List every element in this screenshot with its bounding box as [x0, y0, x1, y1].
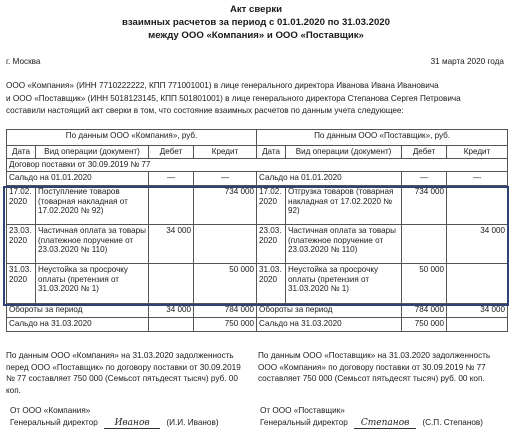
row-operation: Неустойка за просрочку оплаты (претензия от 31.03.2020 № 1) — [36, 264, 149, 304]
opening-dash: — — [402, 172, 447, 186]
col-header-date: Дата — [7, 146, 36, 159]
intro-line: ООО «Компания» (ИНН 7710222222, КПП 771001001) в лице генерального директора Иванова Ивана Ивановича — [6, 81, 439, 90]
row-date: 31.03. 2020 — [257, 264, 286, 304]
group-header-row — [7, 130, 508, 146]
right-group-header: По данным ООО «Поставщик», руб. — [257, 130, 508, 146]
intro-line: и ООО «Поставщик» (ИНН 5018123145, КПП 501801001) в лице генерального директора Степанова Сергея Петровича — [6, 93, 461, 103]
row-credit: 734 000 — [194, 186, 257, 225]
opening-balance-row — [7, 172, 508, 186]
col-header-debit: Дебет — [402, 146, 447, 159]
opening-label: Сальдо на 01.01.2020 — [257, 172, 402, 186]
turnover-label: Обороты за период — [257, 304, 402, 318]
closing-label: Сальдо на 31.03.2020 — [7, 318, 149, 332]
opening-dash: — — [194, 172, 257, 186]
row-debit: 50 000 — [402, 264, 447, 304]
opening-dash: — — [447, 172, 508, 186]
row-debit — [402, 225, 447, 264]
col-header-operation: Вид операции (документ) — [286, 146, 402, 159]
footer-right-statement: По данным ООО «Поставщик» на 31.03.2020 задолженность ООО «Компания» по договору поставки от 30.09.2019 № 77 составляет 750 000 (Семьсот пятьдесят тысяч) руб. 00 коп. — [258, 351, 491, 383]
row-credit — [194, 225, 257, 264]
closing-right-debit: 750 000 — [402, 318, 447, 332]
closing-label: Сальдо на 31.03.2020 — [257, 318, 402, 332]
row-credit — [447, 186, 508, 225]
closing-left-debit — [149, 318, 194, 332]
closing-left-credit: 750 000 — [194, 318, 257, 332]
right-signer-org: От ООО «Поставщик» — [260, 406, 345, 415]
col-header-credit: Кредит — [447, 146, 508, 159]
table-row — [7, 264, 508, 304]
turnover-left-debit: 34 000 — [149, 304, 194, 318]
intro-line: составили настоящий акт сверки в том, что состояние взаимных расчетов по данным учета следующее: — [6, 106, 404, 115]
contract-row — [7, 159, 508, 172]
doc-city: г. Москва — [6, 57, 41, 66]
row-credit — [447, 264, 508, 304]
row-credit: 34 000 — [447, 225, 508, 264]
footer-left-statement: По данным ООО «Компания» на 31.03.2020 задолженность перед ООО «Поставщик» по договору поставки от 30.09.2019 № 77 составляет 750 000 (Семьсот пятьдесят тысяч) руб. 00 коп. — [6, 351, 241, 395]
contract-cell: Договор поставки от 30.09.2019 № 77 — [7, 159, 508, 172]
turnover-label: Обороты за период — [7, 304, 149, 318]
right-signer-name: (С.П. Степанов) — [422, 418, 484, 427]
closing-balance-row — [7, 318, 508, 332]
row-operation: Отгрузка товаров (товарная накладная от 17.02.2020 № 92) — [286, 186, 402, 225]
row-debit — [149, 186, 194, 225]
reconciliation-table — [6, 129, 508, 332]
doc-subtitle-parties: между ООО «Компания» и ООО «Поставщик» — [148, 30, 364, 41]
right-signature: Степанов — [354, 419, 416, 429]
column-header-row — [7, 146, 508, 159]
turnover-row — [7, 304, 508, 318]
row-date: 23.03. 2020 — [7, 225, 36, 264]
turnover-right-credit: 34 000 — [447, 304, 508, 318]
turnover-left-credit: 784 000 — [194, 304, 257, 318]
left-signer-role: Генеральный директор — [10, 418, 98, 427]
closing-right-credit — [447, 318, 508, 332]
row-date: 17.02. 2020 — [7, 186, 36, 225]
row-operation: Неустойка за просрочку оплаты (претензия от 31.03.2020 № 1) — [286, 264, 402, 304]
right-signature-block — [260, 418, 483, 429]
row-debit: 34 000 — [149, 225, 194, 264]
turnover-right-debit: 784 000 — [402, 304, 447, 318]
doc-date: 31 марта 2020 года — [430, 57, 504, 66]
row-operation: Частичная оплата за товары (платежное поручение от 23.03.2020 № 110) — [36, 225, 149, 264]
row-debit: 734 000 — [402, 186, 447, 225]
table-row — [7, 225, 508, 264]
table-row — [7, 186, 508, 225]
opening-dash: — — [149, 172, 194, 186]
row-operation: Поступление товаров (товарная накладная от 17.02.2020 № 92) — [36, 186, 149, 225]
opening-label: Сальдо на 01.01.2020 — [7, 172, 149, 186]
row-credit: 50 000 — [194, 264, 257, 304]
doc-subtitle-period: взаимных расчетов за период с 01.01.2020 по 31.03.2020 — [122, 17, 390, 28]
col-header-credit: Кредит — [194, 146, 257, 159]
right-signer-role: Генеральный директор — [260, 418, 348, 427]
left-signature: Иванов — [104, 419, 160, 429]
col-header-date: Дата — [257, 146, 286, 159]
doc-title: Акт сверки — [229, 4, 283, 15]
row-date: 17.02. 2020 — [257, 186, 286, 225]
left-signer-name: (И.И. Иванов) — [166, 418, 219, 427]
left-signer-org: От ООО «Компания» — [10, 406, 91, 415]
intro-paragraph — [6, 80, 508, 118]
row-operation: Частичная оплата за товары (платежное поручение от 23.03.2020 № 110) — [286, 225, 402, 264]
row-debit — [149, 264, 194, 304]
left-signature-block — [10, 418, 219, 429]
col-header-operation: Вид операции (документ) — [36, 146, 149, 159]
col-header-debit: Дебет — [149, 146, 194, 159]
row-date: 31.03. 2020 — [7, 264, 36, 304]
row-date: 23.03. 2020 — [257, 225, 286, 264]
left-group-header: По данным ООО «Компания», руб. — [7, 130, 257, 146]
